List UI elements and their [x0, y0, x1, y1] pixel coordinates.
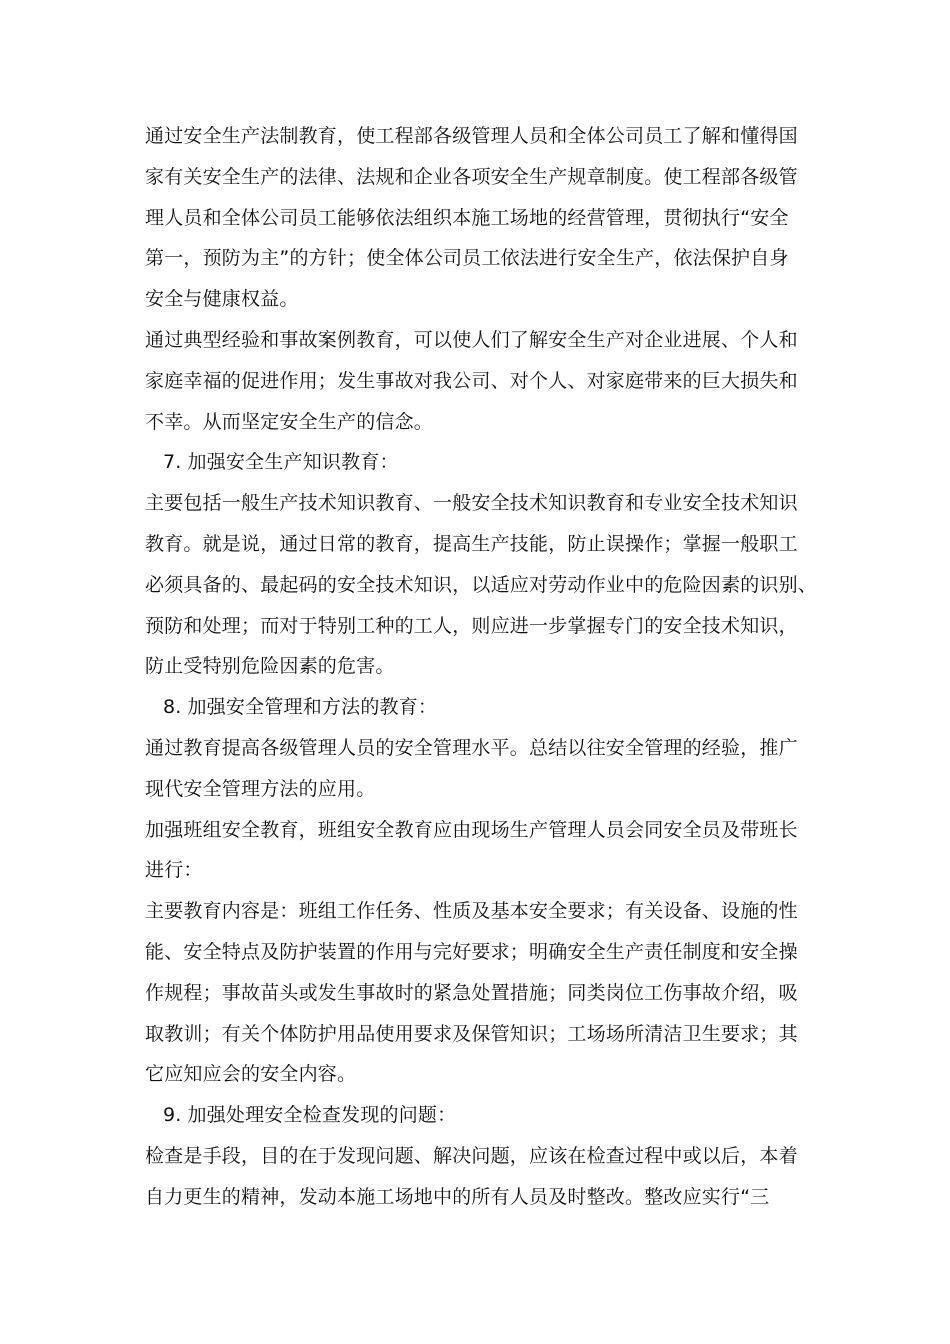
paragraph-line: 教育。就是说，通过日常的教育，提高生产技能，防止误操作；掌握一般职工	[145, 532, 798, 555]
paragraph-line: 加强班组安全教育，班组安全教育应由现场生产管理人员会同安全员及带班长	[145, 818, 798, 841]
paragraph-line: 主要教育内容是：班组工作任务、性质及基本安全要求；有关设备、设施的性	[145, 900, 798, 923]
paragraph-line: 家庭幸福的促进作用；发生事故对我公司、对个人、对家庭带来的巨大损失和	[145, 369, 798, 392]
paragraph-line: 取教训；有关个体防护用品使用要求及保管知识；工场场所清洁卫生要求；其	[145, 1022, 798, 1045]
paragraph-line: 防止受特别危险因素的危害。	[145, 655, 395, 678]
document-body	[145, 116, 825, 1218]
paragraph-line: 通过安全生产法制教育，使工程部各级管理人员和全体公司员工了解和懂得国	[145, 125, 798, 147]
paragraph-line: 主要包括一般生产技术知识教育、一般安全技术知识教育和专业安全技术知识	[145, 492, 798, 515]
section-number: 9.	[163, 1104, 182, 1127]
section-heading	[145, 442, 825, 483]
paragraph-line: 作规程；事故苗头或发生事故时的紧急处置措施；同类岗位工伤事故介绍，吸	[145, 981, 798, 1004]
paragraph-line: 进行：	[145, 859, 203, 882]
paragraph-line: 通过教育提高各级管理人员的安全管理水平。总结以往安全管理的经验，推广	[145, 736, 798, 759]
paragraph-line: 第一，预防为主”的方针；使全体公司员工依法进行安全生产，依法保护自身	[145, 247, 789, 270]
paragraph-line: 预防和处理；而对于特别工种的工人，则应进一步掌握专门的安全技术知识，	[145, 614, 798, 637]
section-number: 8.	[163, 696, 182, 719]
paragraph-line: 通过典型经验和事故案例教育，可以使人们了解安全生产对企业进展、个人和	[145, 328, 798, 351]
section-heading-text: 加强安全管理和方法的教育：	[187, 696, 438, 719]
section-heading	[145, 687, 825, 728]
paragraph-line: 家有关安全生产的法律、法规和企业各项安全生产规章制度。使工程部各级管	[145, 165, 798, 188]
paragraph-line: 必须具备的、最起码的安全技术知识，以适应对劳动作业中的危险因素的识别、	[145, 573, 818, 596]
section-heading-text: 加强安全生产知识教育：	[187, 451, 399, 474]
section-heading-text: 加强处理安全检查发现的问题：	[187, 1104, 457, 1127]
paragraph-line: 检查是手段，目的在于发现问题、解决问题，应该在检查过程中或以后，本着	[145, 1144, 798, 1167]
paragraph-line: 理人员和全体公司员工能够依法组织本施工场地的经营管理，贯彻执行“安全	[145, 206, 789, 229]
section-number: 7.	[163, 451, 182, 474]
paragraph-line: 它应知应会的安全内容。	[145, 1063, 357, 1086]
paragraph-line: 不幸。从而坚定安全生产的信念。	[145, 410, 434, 433]
section-heading	[145, 1095, 825, 1136]
paragraph-line: 自力更生的精神，发动本施工场地中的所有人员及时整改。整改应实行“三	[145, 1185, 770, 1208]
paragraph-line: 现代安全管理方法的应用。	[145, 777, 376, 800]
paragraph-line: 安全与健康权益。	[145, 288, 299, 311]
paragraph-line: 能、安全特点及防护装置的作用与完好要求；明确安全生产责任制度和安全操	[145, 940, 798, 963]
